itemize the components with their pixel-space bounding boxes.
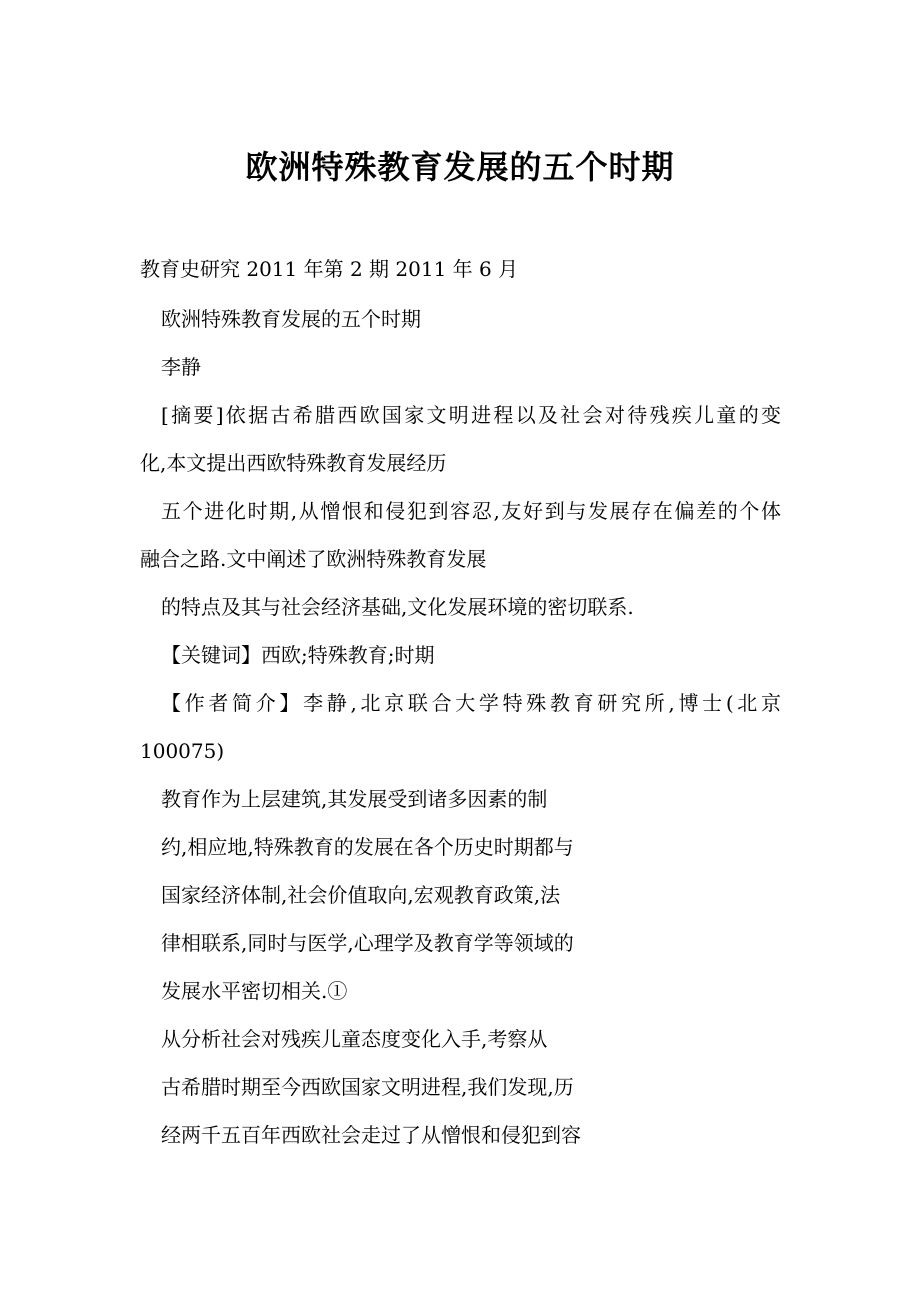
author-bio-line: 100075) (140, 739, 225, 763)
body-text-line: 律相联系,同时与医学,心理学及教育学等领域的 (161, 931, 574, 955)
abstract-line: 五个进化时期,从憎恨和侵犯到容忍,友好到与发展存在偏差的个体 (161, 499, 781, 523)
journal-info-line: 教育史研究 2011 年第 2 期 2011 年 6 月 (140, 257, 519, 281)
keywords-line: 【关键词】西欧;特殊教育;时期 (161, 643, 435, 667)
document-title: 欧洲特殊教育发展的五个时期 (245, 148, 675, 186)
body-text-line: 约,相应地,特殊教育的发展在各个历史时期都与 (161, 835, 574, 859)
body-text-line: 古希腊时期至今西欧国家文明进程,我们发现,历 (161, 1075, 574, 1099)
abstract-line: [摘要]依据古希腊西欧国家文明进程以及社会对待残疾儿童的变 (161, 403, 781, 427)
body-text-line: 发展水平密切相关.① (161, 979, 348, 1003)
body-text-line: 国家经济体制,社会价值取向,宏观教育政策,法 (161, 883, 561, 907)
abstract-line: 的特点及其与社会经济基础,文化发展环境的密切联系. (161, 595, 634, 619)
abstract-line: 融合之路.文中阐述了欧洲特殊教育发展 (140, 547, 487, 571)
article-title-line: 欧洲特殊教育发展的五个时期 (161, 307, 421, 331)
author-line: 李静 (161, 355, 201, 379)
body-text-line: 经两千五百年西欧社会走过了从憎恨和侵犯到容 (161, 1123, 581, 1147)
body-text-line: 从分析社会对残疾儿童态度变化入手,考察从 (161, 1027, 548, 1051)
abstract-line: 化,本文提出西欧特殊教育发展经历 (140, 451, 447, 475)
author-bio-line: 【作者简介】李静,北京联合大学特殊教育研究所,博士(北京 (161, 691, 781, 715)
body-text-line: 教育作为上层建筑,其发展受到诸多因素的制 (161, 787, 548, 811)
